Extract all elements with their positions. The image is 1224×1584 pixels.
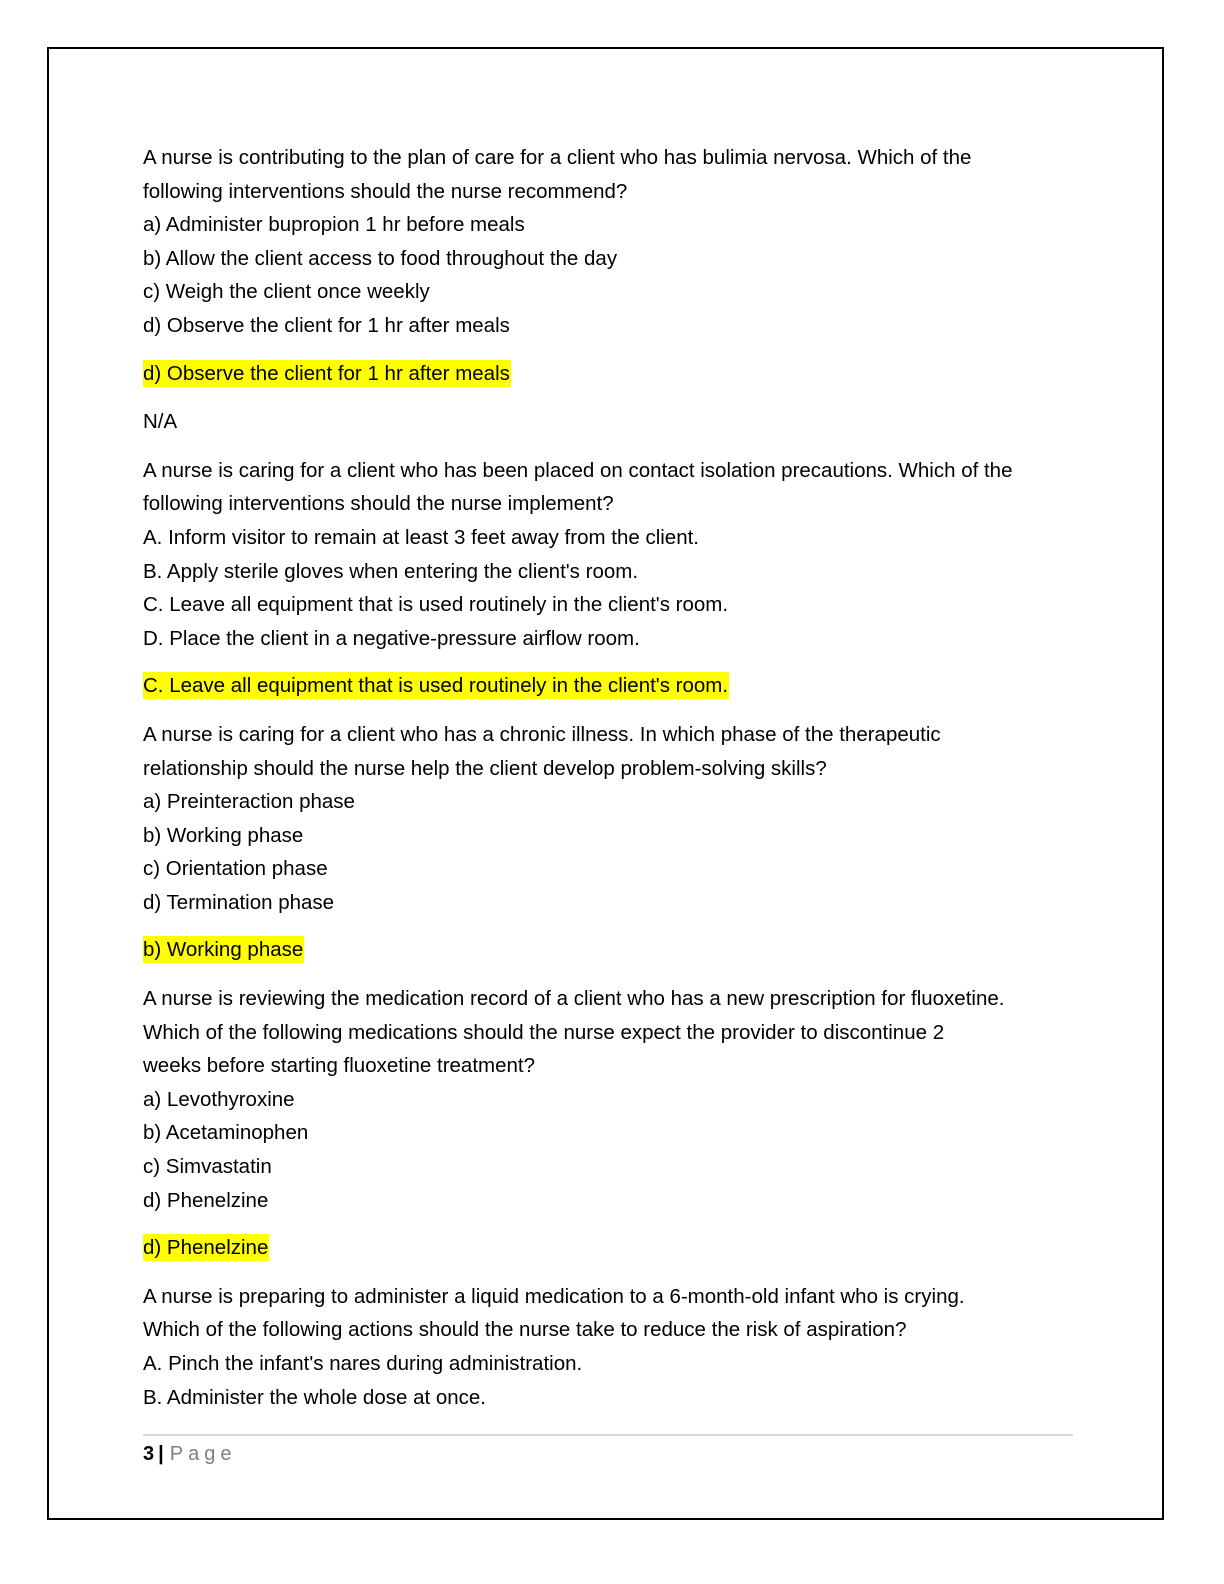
page-footer: [143, 1440, 236, 1468]
question-2-answer-highlight: C. Leave all equipment that is used routinely in the client's room.: [143, 674, 729, 698]
question-1: [143, 141, 1083, 343]
question-2-line-2: following interventions should the nurse implement?: [143, 492, 614, 516]
question-3-answer-highlight: b) Working phase: [143, 938, 304, 962]
question-4-option-d: d) Phenelzine: [143, 1188, 269, 1212]
question-3-line-2: relationship should the nurse help the client develop problem-solving skills?: [143, 756, 827, 780]
question-4-line-2: Which of the following medications should the nurse expect the provider to discontinue 2: [143, 1020, 945, 1044]
question-5-line-2: Which of the following actions should the nurse take to reduce the risk of aspiration?: [143, 1318, 907, 1342]
question-5-line-1: A nurse is preparing to administer a liquid medication to a 6-month-old infant who is crying.: [143, 1284, 965, 1308]
question-1-option-d: d) Observe the client for 1 hr after meals: [143, 313, 510, 337]
question-4-option-a: a) Levothyroxine: [143, 1087, 295, 1111]
question-1-option-c: c) Weigh the client once weekly: [143, 280, 430, 304]
question-2-option-d: D. Place the client in a negative-pressure airflow room.: [143, 626, 640, 650]
question-2-option-a: A. Inform visitor to remain at least 3 feet away from the client.: [143, 525, 700, 549]
question-4-line-3: weeks before starting fluoxetine treatment?: [143, 1054, 535, 1078]
question-1-option-b: b) Allow the client access to food throughout the day: [143, 246, 618, 270]
question-4: [143, 982, 1083, 1217]
question-4-option-b: b) Acetaminophen: [143, 1121, 309, 1145]
question-3-option-b: b) Working phase: [143, 823, 304, 847]
question-2-option-b: B. Apply sterile gloves when entering the client's room.: [143, 559, 639, 583]
question-1-line-1: A nurse is contributing to the plan of care for a client who has bulimia nervosa. Which of the: [143, 146, 972, 169]
page-label: Page: [169, 1443, 237, 1465]
question-3-option-d: d) Termination phase: [143, 890, 335, 914]
question-1-answer-highlight: d) Observe the client for 1 hr after meals: [143, 361, 510, 385]
document-body: [143, 141, 1083, 1414]
question-5-option-b: B. Administer the whole dose at once.: [143, 1385, 487, 1409]
question-3-answer: [143, 933, 1083, 967]
footer-divider: [143, 1434, 1073, 1436]
page-number: 3: [143, 1443, 155, 1465]
question-5-option-a: A. Pinch the infant's nares during administration.: [143, 1352, 583, 1375]
question-3-option-a: a) Preinteraction phase: [143, 790, 355, 814]
question-2-line-1: A nurse is caring for a client who has been placed on contact isolation precautions. Which of the: [143, 458, 1013, 482]
question-4-answer: [143, 1231, 1083, 1265]
question-5: [143, 1280, 1083, 1414]
question-4-option-c: c) Simvastatin: [143, 1155, 272, 1179]
question-1-note: N/A: [143, 410, 178, 434]
question-4-line-1: A nurse is reviewing the medication record of a client who has a new prescription for fluoxetine.: [143, 987, 1005, 1011]
question-3: [143, 718, 1083, 920]
question-2: [143, 454, 1083, 656]
question-4-answer-highlight: d) Phenelzine: [143, 1236, 269, 1260]
question-3-line-1: A nurse is caring for a client who has a chronic illness. In which phase of the therapeutic: [143, 722, 941, 746]
question-1-line-2: following interventions should the nurse recommend?: [143, 179, 628, 203]
question-2-answer: [143, 669, 1083, 703]
question-2-option-c: C. Leave all equipment that is used routinely in the client's room.: [143, 593, 729, 617]
question-1-option-a: a) Administer bupropion 1 hr before meals: [143, 213, 525, 237]
question-3-option-c: c) Orientation phase: [143, 857, 328, 881]
footer-separator: |: [158, 1443, 164, 1465]
question-1-answer: [143, 357, 1083, 391]
